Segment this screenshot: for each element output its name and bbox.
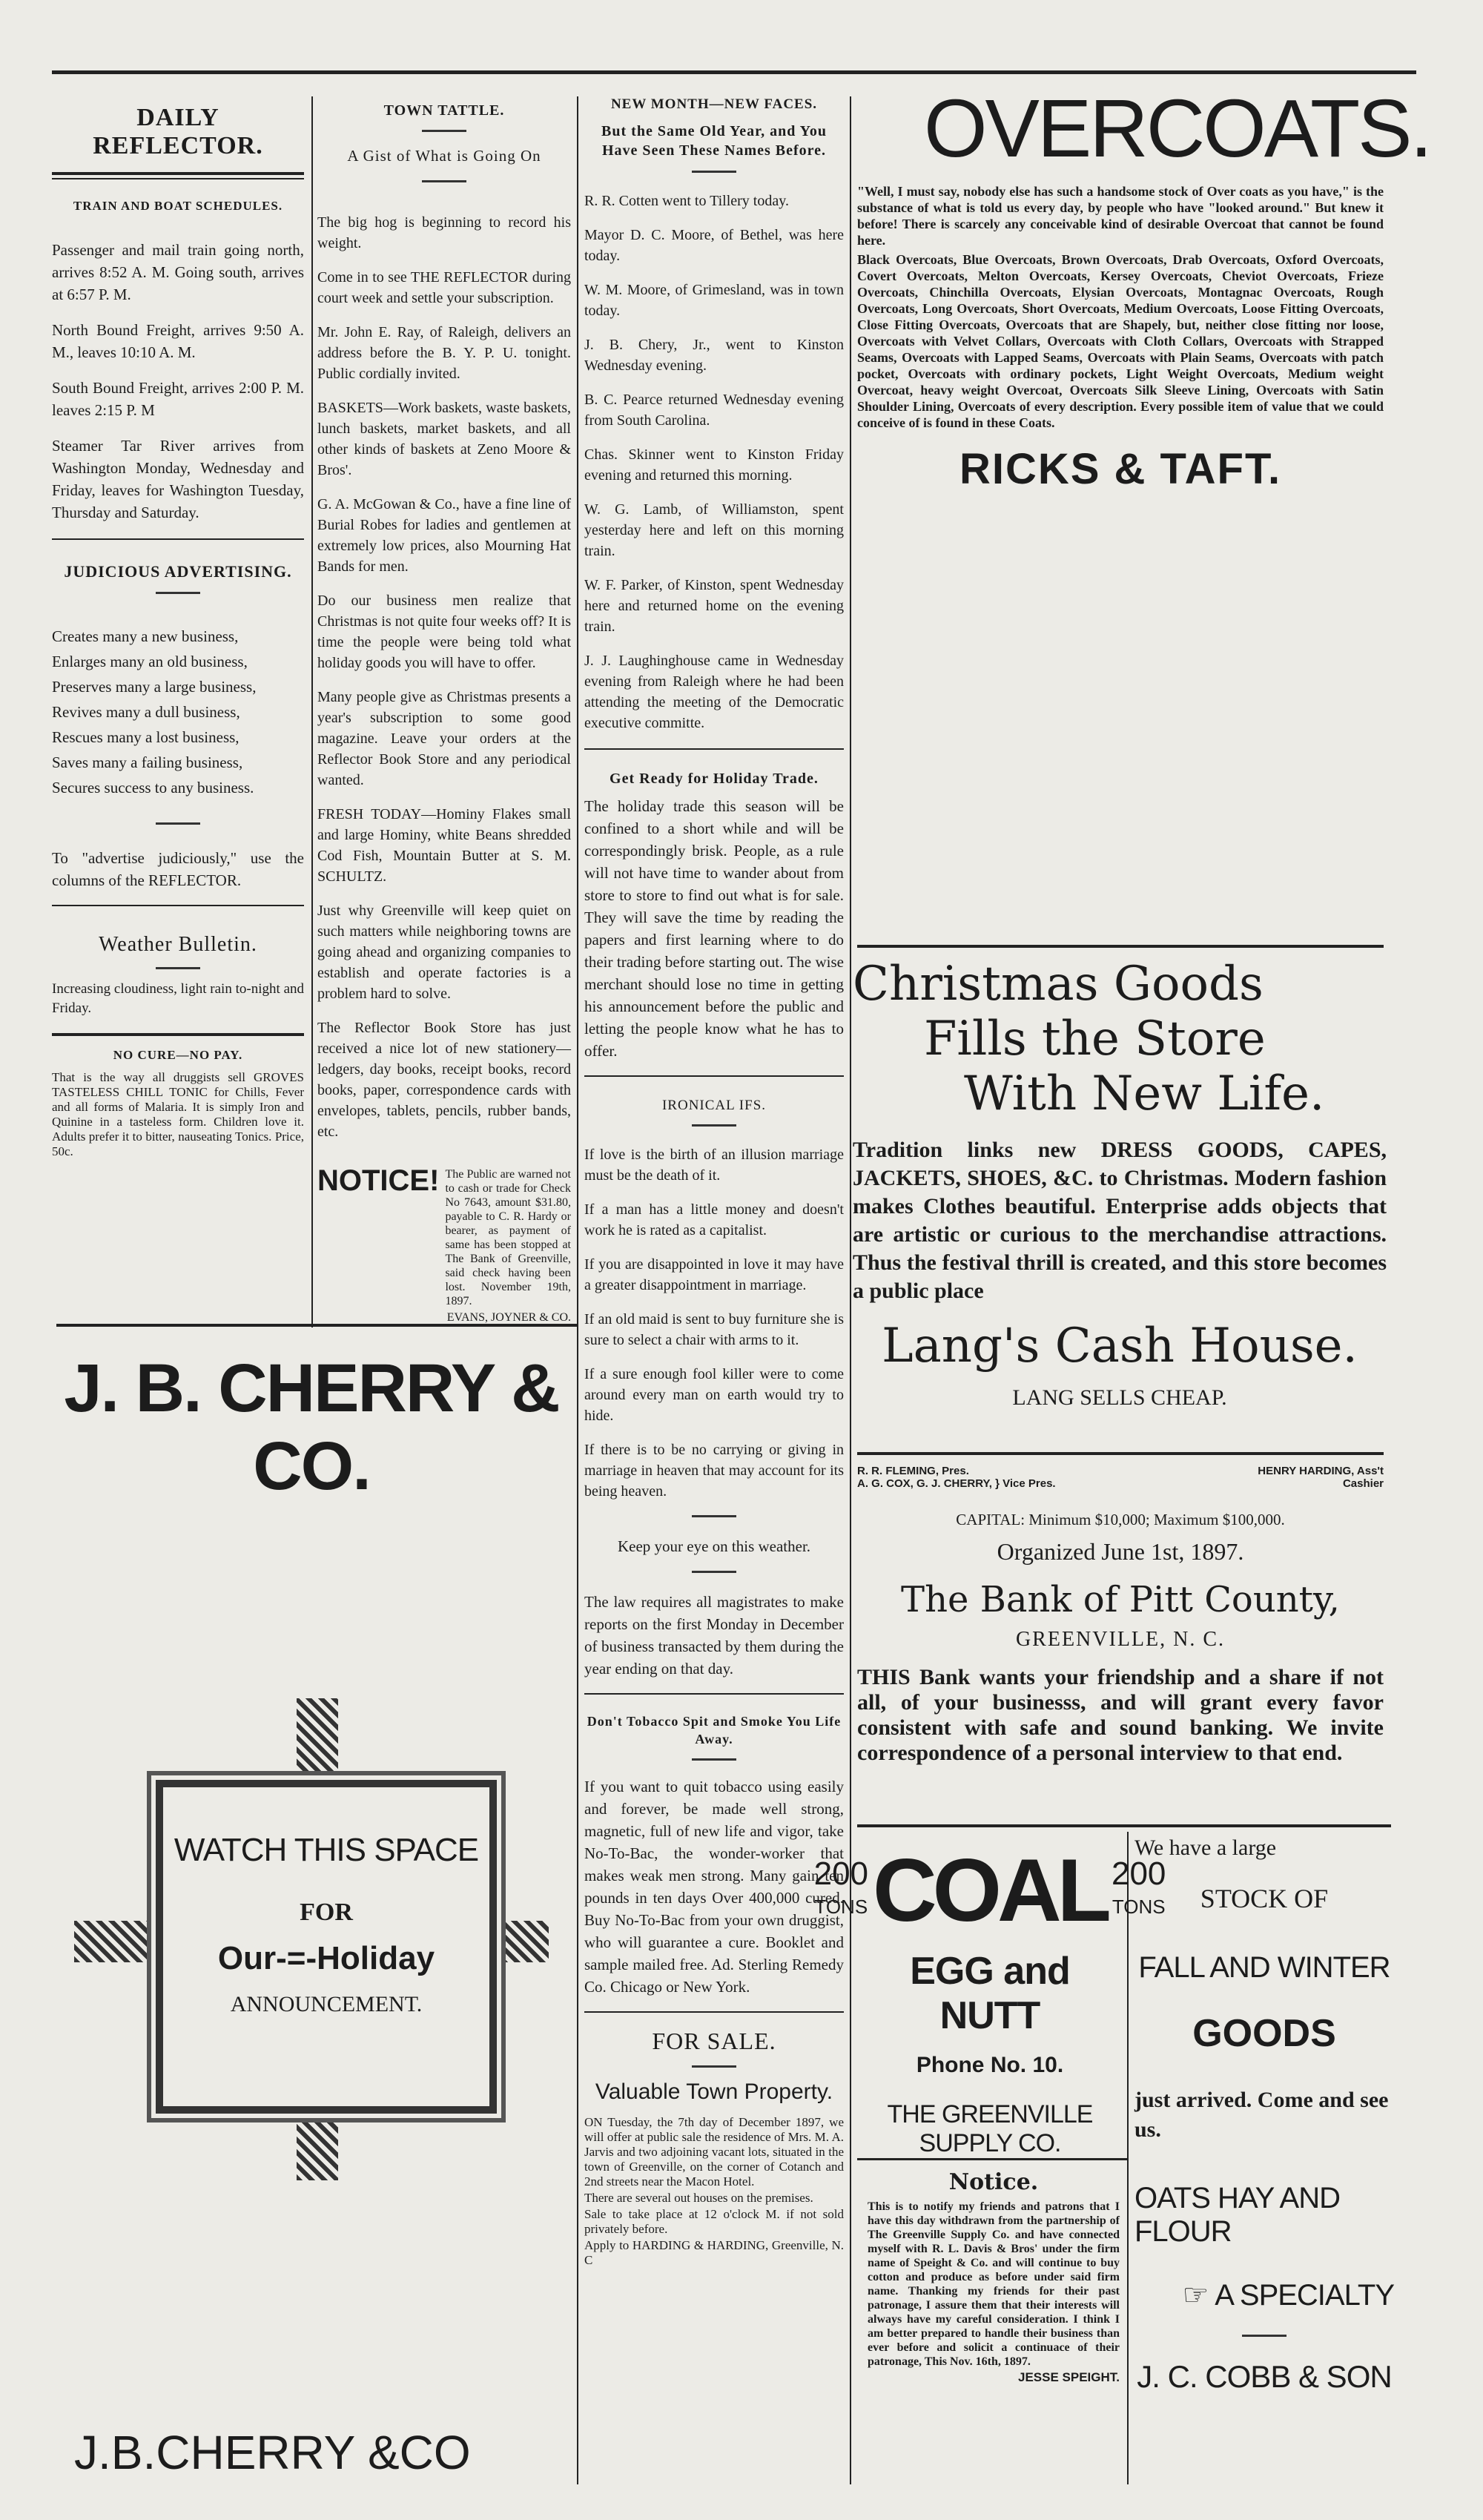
new-month-heading: NEW MONTH—NEW FACES.: [610, 96, 818, 112]
lang-cash-house: Lang's Cash House.: [882, 1319, 1358, 1373]
cherry-advert: [52, 1335, 571, 2492]
cobb-advert: [1134, 1835, 1394, 2488]
ironical-ifs-heading: IRONICAL IFS.: [661, 1098, 767, 1113]
column-1: [52, 96, 304, 1320]
lang-body: Tradition links new DRESS GOODS, CAPES, JACKETS, SHOES, &C. to Christmas. Modern fashion makes Clothes beautiful. Enterprise adds objects that are artistic or curious to the merchandise attractions. Thus the festival thrill is created, and this store becomes a public place: [853, 1138, 1387, 1303]
cherry-bottom-title: J.B.CHERRY &CO: [74, 2426, 471, 2479]
bank-bottom-rule: [857, 1824, 1391, 1827]
bank-advert: [857, 1465, 1384, 1821]
overcoats-title: OVERCOATS.: [924, 83, 1431, 174]
no-cure-text: That is the way all druggists sell GROVES TASTELESS CHILL TONIC for Chills, Fever and all forms of Malaria. It is simply Iron and Quinine in a tasteless form. Children love it. Adults prefer it to bitter, nauseating Tonics. Price, 50c.: [52, 1070, 304, 1158]
town-tattle-item: Many people give as Christmas presents a year's subscription to some good magazine. Leave your orders at the Reflector Book Store and any periodical wanted.: [317, 689, 571, 788]
ironical-items: [584, 1144, 844, 1502]
lang-bottom-rule: [857, 1452, 1384, 1455]
ironical-item: If love is the birth of an illusion marriage must be the death of it.: [584, 1147, 844, 1184]
pointing-hand-icon: ☞: [1182, 2278, 1209, 2312]
advertising-line: Rescues many a lost business,: [52, 728, 240, 746]
town-tattle-item: The big hog is beginning to record his weight.: [317, 214, 571, 251]
personal-item: Chas. Skinner went to Kinston Friday evening and returned this morning.: [584, 446, 844, 484]
no-cure-heading: NO CURE—NO PAY.: [113, 1048, 243, 1062]
column-rule-1: [311, 96, 313, 1327]
tobacco-heading: Don't Tobacco Spit and Smoke You Life Away.: [587, 1714, 842, 1746]
advertising-line: Secures success to any business.: [52, 779, 254, 796]
weather-bulletin-heading: Weather Bulletin.: [99, 933, 257, 956]
town-property-heading: Valuable Town Property.: [595, 2079, 833, 2104]
holiday-trade-heading: Get Ready for Holiday Trade.: [610, 771, 819, 787]
overcoats-list: Black Overcoats, Blue Overcoats, Brown Overcoats, Drab Overcoats, Oxford Overcoats, Covert Overcoats, Melton Overcoats, Kersey Overcoats, Cheviot Overcoats, Frieze Overcoats, Chinchilla Overcoats, Elysian Overcoats, Montagnac Overcoats, Rough Overcoats, Long Overcoats, Short Overcoats, Medium Overcoats, Loose Fitting Overcoats, Close Fitting Overcoats, Overcoats that are Shapely, but, neither close fitting nor loose, Overcoats with Velvet Collars, Overcoats with Cloth Collars, Overcoats with Strapped Seams, Overcoats with Lapped Seams, Overcoats with Plain Seams, Overcoats with patch pocket, Overcoats with ordinary pockets, Light Weight Overcoats, Medium weight Overcoat, heavy weight Overcoat, Overcoats Silk Sleeve Lining, Overcoats with Satin Shoulder Lining, Overcoats of every description. Every possible item of value that we could conceive of is found in these Coats.: [857, 252, 1384, 430]
bank-vice-presidents: A. G. COX, G. J. CHERRY, } Vice Pres.: [857, 1477, 1056, 1490]
for-sale-heading: FOR SALE.: [652, 2028, 776, 2054]
overcoats-quote: "Well, I must say, nobody else has such a handsome stock of Over coats as you have," is the substance of what is told us every day, by people who have "looked around." But knew it before! There is scarcely any conceivable kind of desirable Overcoat that cannot be found here.: [857, 184, 1384, 248]
cobb-firm: J. C. COBB & SON: [1137, 2359, 1392, 2394]
bank-cashier: HENRY HARDING, Ass't Cashier: [1258, 1465, 1384, 1490]
ironical-item: If there is to be no carrying or giving in marriage in heaven that may account for its being heaven.: [584, 1442, 844, 1500]
coal-quantity-right: 200: [1111, 1856, 1166, 1892]
for-label: FOR: [300, 1899, 353, 1926]
greenville-supply-co: THE GREENVILLE SUPPLY CO.: [887, 2100, 1093, 2157]
town-tattle-item: G. A. McGowan & Co., have a fine line of Burial Robes for ladies and gentlemen at extremely low prices, also Mourning Hat Bands for men.: [317, 496, 571, 575]
advertising-line: Preserves many a large business,: [52, 678, 257, 696]
cobb-line-7: A SPECIALTY: [1215, 2278, 1394, 2312]
bank-president: R. R. FLEMING, Pres.: [857, 1465, 969, 1477]
cherry-title: J. B. CHERRY & CO.: [64, 1350, 559, 1504]
masthead-daily-reflector: DAILY REFLECTOR.: [93, 104, 263, 159]
cobb-line-5: just arrived. Come and see us.: [1134, 2088, 1389, 2142]
bank-city: GREENVILLE, N. C.: [1015, 1628, 1226, 1651]
lang-sells-cheap: LANG SELLS CHEAP.: [1012, 1385, 1227, 1410]
town-tattle-item: BASKETS—Work baskets, waste baskets, lunch baskets, market baskets, and all other kinds of baskets at Zeno Moore & Bros'.: [317, 400, 571, 478]
personal-item: J. B. Chery, Jr., went to Kinston Wednesday evening.: [584, 337, 844, 374]
speight-notice-text: This is to notify my friends and patrons that I have this day withdrawn from the partnership of The Greenville Supply Co. and have connected myself with R. L. Davis & Bros' under the firm name of Speight & Co. and will continue to buy cotton and produce as before under said firm name. Thanking my friends for their past patronage, I assure them that their interests will always have my careful consideration. I think I am better prepared to handle their business than ever before and solicit a continuace of their patronage, This Nov. 16th, 1897.: [868, 2200, 1120, 2368]
personal-item: J. J. Laughinghouse came in Wednesday evening from Raleigh where he had been attending the meeting of the Democratic executive committe.: [584, 653, 844, 731]
holiday-label: Our-=-Holiday: [217, 1940, 435, 1976]
for-sale-text-3: Sale to take place at 12 o'clock M. if not sold privately before.: [584, 2207, 844, 2236]
town-tattle-item: Just why Greenville will keep quiet on such matters while neighboring towns are going ahead and organizing companies to establish and operate factories is a problem hard to solve.: [317, 903, 571, 1002]
cobb-line-4: GOODS: [1192, 2012, 1336, 2055]
bank-name: The Bank of Pitt County,: [901, 1579, 1340, 1620]
personal-item: W. G. Lamb, of Williamston, spent yesterday here and left on this morning train.: [584, 501, 844, 559]
col1-2-bottom-rule: [56, 1324, 577, 1327]
cobb-line-3: FALL AND WINTER: [1138, 1951, 1390, 1984]
ricks-taft-firm: RICKS & TAFT.: [959, 445, 1282, 493]
speight-notice: [868, 2169, 1120, 2481]
watch-space-frame: [156, 1780, 497, 2114]
coal-tons-right: TONS: [1112, 1896, 1166, 1918]
town-tattle-item: FRESH TODAY—Hominy Flakes small and large Hominy, white Beans shredded Cod Fish, Mountain Butter at S. M. SCHULTZ.: [317, 806, 571, 885]
town-tattle-heading: TOWN TATTLE.: [383, 102, 505, 119]
coal-bottom-rule: [857, 2158, 1127, 2160]
personal-item: R. R. Cotten went to Tillery today.: [584, 193, 789, 209]
ironical-item: If a sure enough fool killer were to come around every man on earth would try to hide.: [584, 1366, 844, 1424]
advertising-list: [52, 624, 304, 800]
weather-bulletin-text: Increasing cloudiness, light rain to-night and Friday.: [52, 981, 304, 1016]
bank-capital: CAPITAL: Minimum $10,000; Maximum $100,000.: [956, 1511, 1285, 1528]
coal-title: COAL: [873, 1841, 1107, 1940]
column-rule-2: [577, 96, 578, 2484]
town-tattle-subheading: A Gist of What is Going On: [347, 147, 541, 165]
bank-text: THIS Bank wants your friendship and a share if not all, of your businesss, and will grant every favor consistent with safe and sound banking. We invite correspondence of a personal interview to that end.: [857, 1665, 1384, 1765]
train-schedule-heading: TRAIN AND BOAT SCHEDULES.: [73, 199, 283, 213]
cobb-line-1: We have a large: [1134, 1835, 1277, 1860]
advertising-heading: JUDICIOUS ADVERTISING.: [64, 562, 292, 581]
speight-notice-heading: Notice.: [948, 2169, 1039, 2195]
coal-quantity-left: 200: [813, 1856, 869, 1892]
weather-watch: Keep your eye on this weather.: [617, 1537, 811, 1555]
advertising-line: Enlarges many an old business,: [52, 653, 248, 670]
town-tattle-item: Do our business men realize that Christmas is not quite four weeks off? It is time the people were being told what holiday goods you will have to offer.: [317, 593, 571, 671]
notice-advert: [317, 1164, 571, 1324]
cobb-line-2: STOCK OF: [1200, 1884, 1329, 1913]
coal-phone: Phone No. 10.: [916, 2053, 1064, 2077]
ironical-item: If a man has a little money and doesn't work he is rated as a capitalist.: [584, 1201, 844, 1238]
notice-signature: EVANS, JOYNER & CO.: [446, 1311, 571, 1324]
advertise-tail: To "advertise judiciously," use the columns of the REFLECTOR.: [52, 849, 304, 889]
holiday-trade-text: The holiday trade this season will be confined to a short while and will be correspondingly brisk. People, as a rule will not have time to wander about from store to store to find out what is for sale. They will save the time by reading the papers and first learning where to do their trading before starting out. The wise merchant should lose no time in getting his announcement before the public and letting the people know what he has to offer.: [584, 797, 844, 1060]
new-month-subheading: But the Same Old Year, and You Have Seen These Names Before.: [601, 123, 827, 159]
bank-organized: Organized June 1st, 1897.: [997, 1538, 1244, 1565]
personal-item: Mayor D. C. Moore, of Bethel, was here today.: [584, 227, 844, 264]
magistrates-law: The law requires all magistrates to make reports on the first Monday in December of business transacted by them during the year ending on that day.: [584, 1593, 844, 1678]
notice-heading: NOTICE!: [317, 1164, 440, 1197]
ironical-item: If an old maid is sent to buy furniture she is sure to select a chair with arms to it.: [584, 1311, 844, 1348]
town-tattle-item: The Reflector Book Store has just received a nice lot of new stationery—ledgers, day books, receipt books, record books, paper, correspondence cards with envelopes, tablets, pencils, rubber bands, etc.: [317, 1020, 571, 1140]
town-tattle-items: [317, 212, 571, 1142]
overcoats-bottom-rule: [857, 945, 1384, 948]
personal-item: W. M. Moore, of Grimesland, was in town today.: [584, 282, 844, 319]
column-2: [317, 96, 571, 1164]
lang-line-1: Christmas Goods: [853, 957, 1264, 1012]
top-rule: [52, 70, 1416, 74]
column-3: [584, 96, 844, 2484]
watch-this-space: WATCH THIS SPACE: [174, 1832, 479, 1868]
for-sale-text-2: There are several out houses on the premises.: [584, 2191, 813, 2205]
tobacco-text: If you want to quit tobacco using easily and forever, be made well strong, magnetic, full of new life and vigor, take No-To-Bac, the wonder-worker that makes weak men strong. Many gain ten pounds in ten days Over 400,000 cured. Buy No-To-Bac from your own druggist, who will guarantee a cure. Booklet and sample mailed free. Ad. Sterling Remedy Co. Chicago or New York.: [584, 1778, 844, 1996]
train-schedule-3: South Bound Freight, arrives 2:00 P. M. leaves 2:15 P. M: [52, 379, 304, 419]
for-sale-text: ON Tuesday, the 7th day of December 1897, we will offer at public sale the residence of Mrs. M. A. Jarvis and two adjoining vacant lots, situated in the town of Greenville, on the corner of Cotanch and 2nd streets near the Macon Hotel.: [584, 2115, 844, 2188]
personal-items: [584, 191, 844, 733]
ironical-item: If you are disappointed in love it may have a greater disappointment in marriage.: [584, 1256, 844, 1293]
coal-advert: [813, 1839, 1166, 2157]
advertising-line: Revives many a dull business,: [52, 703, 240, 721]
coal-tons-left: TONS: [814, 1896, 868, 1918]
for-sale-signature: Apply to HARDING & HARDING, Greenville, N. C: [584, 2238, 844, 2267]
coal-cobb-divider: [1127, 1832, 1129, 2484]
cobb-line-6: OATS HAY AND FLOUR: [1134, 2182, 1340, 2248]
column-rule-3: [850, 96, 851, 2484]
personal-item: W. F. Parker, of Kinston, spent Wednesday here and returned home on the evening train.: [584, 577, 844, 635]
advertising-line: Creates many a new business,: [52, 627, 239, 645]
speight-signature: JESSE SPEIGHT.: [1018, 2370, 1120, 2384]
steamer-schedule: Steamer Tar River arrives from Washington Monday, Wednesday and Friday, leaves for Washington Tuesday, Thursday and Saturday.: [52, 437, 304, 521]
notice-text: The Public are warned not to cash or trade for Check No 7643, amount $31.80, payable to C. R. Hardy or bearer, as payment of same has been stopped at The Bank of Greenville, said check having been lost. November 19th, 1897.: [445, 1168, 571, 1307]
lang-line-2: Fills the Store: [924, 1012, 1266, 1066]
advertising-line: Saves many a failing business,: [52, 753, 243, 771]
town-tattle-item: Come in to see THE REFLECTOR during court week and settle your subscription.: [317, 269, 571, 306]
train-schedule-1: Passenger and mail train going north, arrives 8:52 A. M. Going south, arrives at 6:57 P. M.: [52, 241, 304, 303]
town-tattle-item: Mr. John E. Ray, of Raleigh, delivers an address before the B. Y. P. U. tonight. Public cordially invited.: [317, 324, 571, 382]
lang-advert: [853, 957, 1387, 1446]
train-schedule-2: North Bound Freight, arrives 9:50 A. M., leaves 10:10 A. M.: [52, 321, 304, 361]
lang-line-3: With New Life.: [964, 1066, 1325, 1121]
announcement-label: ANNOUNCEMENT.: [230, 1992, 423, 2016]
overcoats-advert: [857, 82, 1431, 942]
egg-nutt: EGG and NUTT: [910, 1950, 1070, 2037]
personal-item: B. C. Pearce returned Wednesday evening from South Carolina.: [584, 392, 844, 429]
